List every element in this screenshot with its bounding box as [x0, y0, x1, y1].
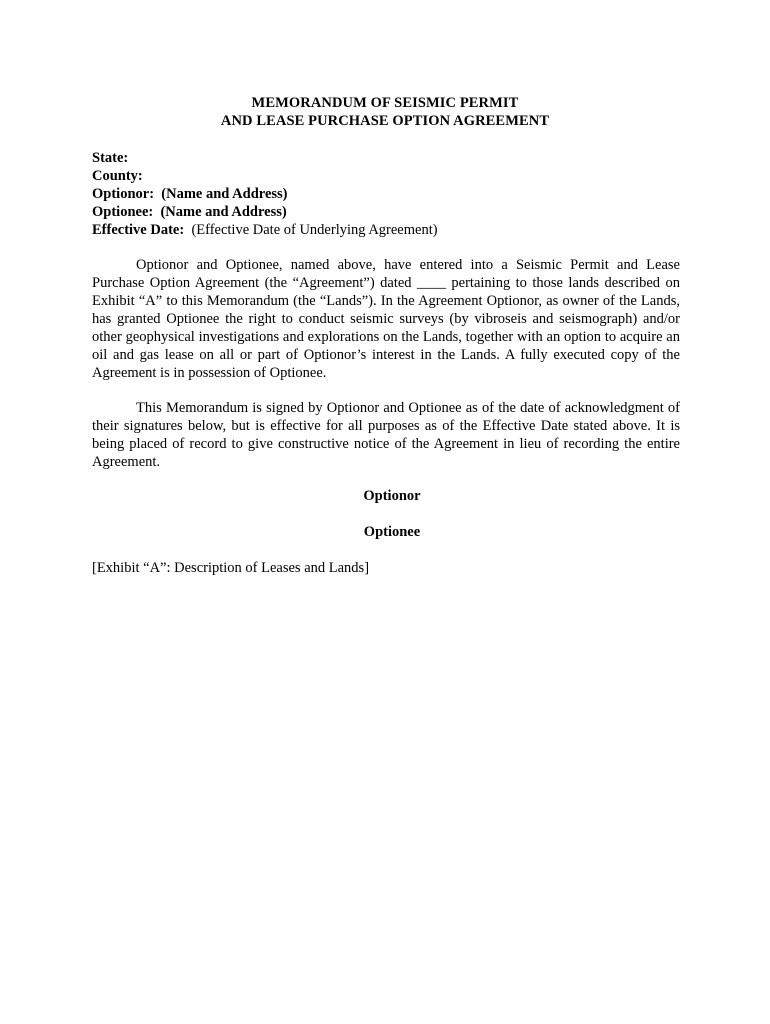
signature-optionee: Optionee [363, 524, 421, 540]
effective-date-label: Effective Date: [92, 222, 185, 238]
state-label: State: [92, 150, 129, 166]
effective-date-value: (Effective Date of Underlying Agreement) [191, 222, 438, 238]
field-optionor [92, 185, 288, 203]
paragraph-memorandum: This Memorandum is signed by Optionor and Optionee as of the date of acknowledgment of their signatures below, but is effective for all purposes as of the Effective Date stated above. It is being placed of record to give constructive notice of the Agreement in lieu of recording the entire Agreement. [92, 400, 680, 470]
county-label: County: [92, 168, 143, 184]
optionee-value: (Name and Address) [160, 204, 287, 220]
optionor-label: Optionor: [92, 186, 155, 202]
field-optionee [92, 203, 287, 221]
paragraph-agreement: Optionor and Optionee, named above, have entered into a Seismic Permit and Lease Purchase Option Agreement (the “Agreement”) dated ____ pertaining to those lands described on Exhibit “A” to this Memorandum (the “Lands”). In the Agreement Optionor, as owner of the Lands, has granted Optionee the right to conduct seismic surveys (by vibroseis and seismograph) and/or other geophysical investigations and explorations on the Lands, together with an option to acquire an oil and gas lease on all or part of Optionor’s interest in the Lands. A fully executed copy of the Agreement is in possession of Optionee. [92, 257, 680, 381]
title-line-1: MEMORANDUM OF SEISMIC PERMIT [251, 95, 519, 111]
field-effective-date [92, 221, 438, 239]
exhibit-note: [Exhibit “A”: Description of Leases and Lands] [92, 560, 370, 576]
title-line-2: AND LEASE PURCHASE OPTION AGREEMENT [220, 113, 550, 129]
optionee-label: Optionee: [92, 204, 154, 220]
optionor-value: (Name and Address) [161, 186, 288, 202]
field-state [92, 149, 128, 167]
field-county [92, 167, 143, 185]
signature-optionor: Optionor [363, 488, 421, 504]
